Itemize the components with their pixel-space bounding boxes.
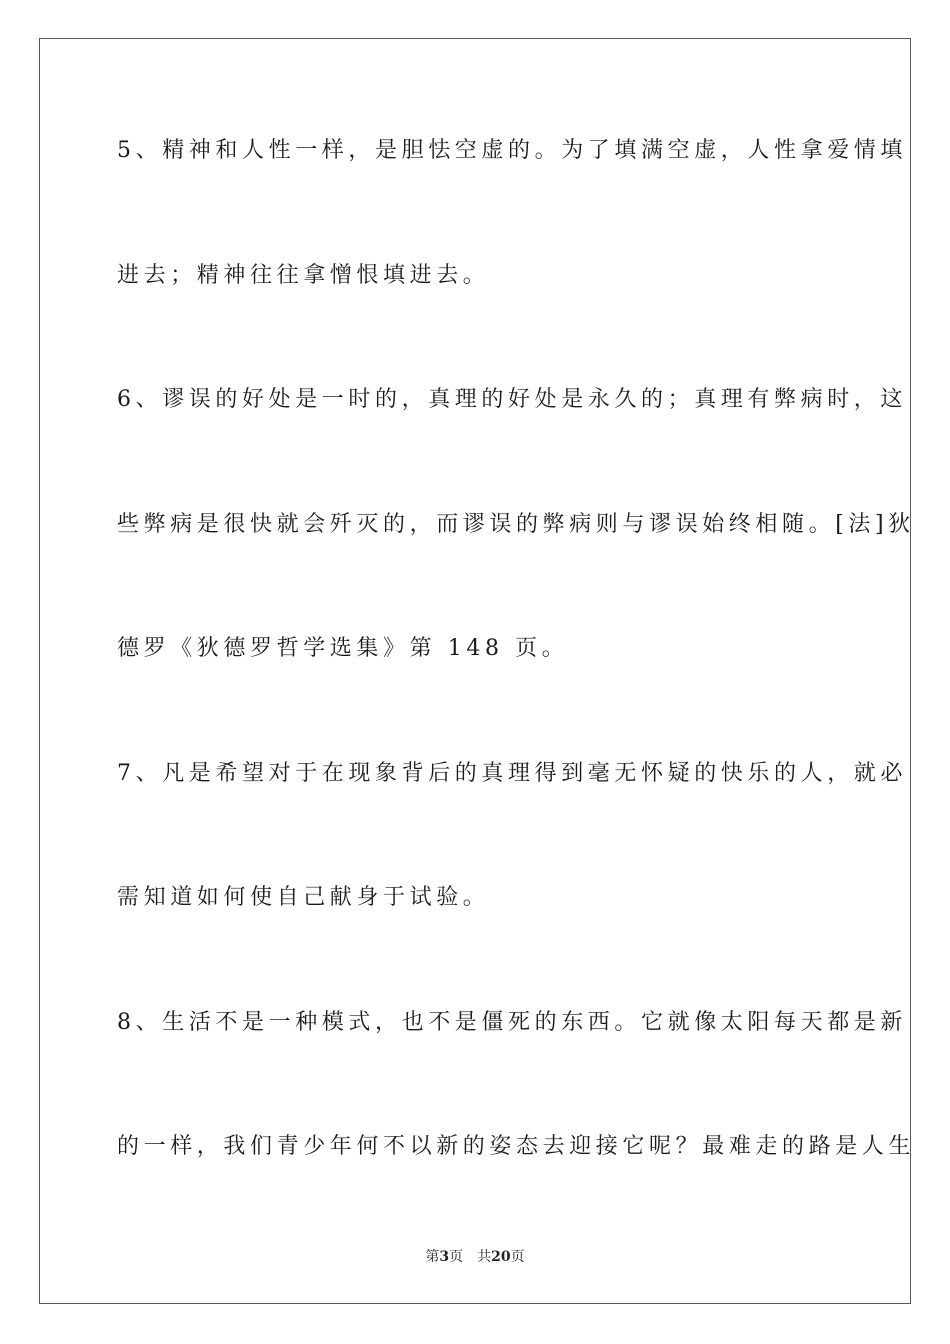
text-line: 德罗《狄德罗哲学选集》第 148 页。 bbox=[117, 636, 569, 661]
text-line: 些弊病是很快就会歼灭的，而谬误的弊病则与谬误始终相随。[法]狄 bbox=[117, 512, 915, 537]
text-line: 进去；精神往往拿憎恨填进去。 bbox=[117, 263, 490, 288]
total-label-suffix: 页 bbox=[510, 1249, 525, 1265]
page-number: 3 bbox=[439, 1249, 450, 1265]
page-footer bbox=[0, 1248, 950, 1266]
total-pages: 20 bbox=[491, 1249, 511, 1265]
text-line: 5、精神和人性一样，是胆怯空虚的。为了填满空虚，人性拿爱情填 bbox=[117, 138, 907, 163]
page-label-suffix: 页 bbox=[449, 1249, 464, 1265]
text-line: 6、谬误的好处是一时的，真理的好处是永久的；真理有弊病时，这 bbox=[117, 387, 907, 412]
page-label-prefix: 第 bbox=[425, 1249, 440, 1265]
text-line: 8、生活不是一种模式，也不是僵死的东西。它就像太阳每天都是新 bbox=[117, 1010, 907, 1035]
text-line: 需知道如何使自己献身于试验。 bbox=[117, 885, 490, 910]
text-line: 的一样，我们青少年何不以新的姿态去迎接它呢？最难走的路是人生 bbox=[117, 1134, 916, 1159]
page-border bbox=[39, 38, 916, 1304]
text-line: 7、凡是希望对于在现象背后的真理得到毫无怀疑的快乐的人，就必 bbox=[117, 761, 907, 786]
total-label-prefix: 共 bbox=[477, 1249, 492, 1265]
